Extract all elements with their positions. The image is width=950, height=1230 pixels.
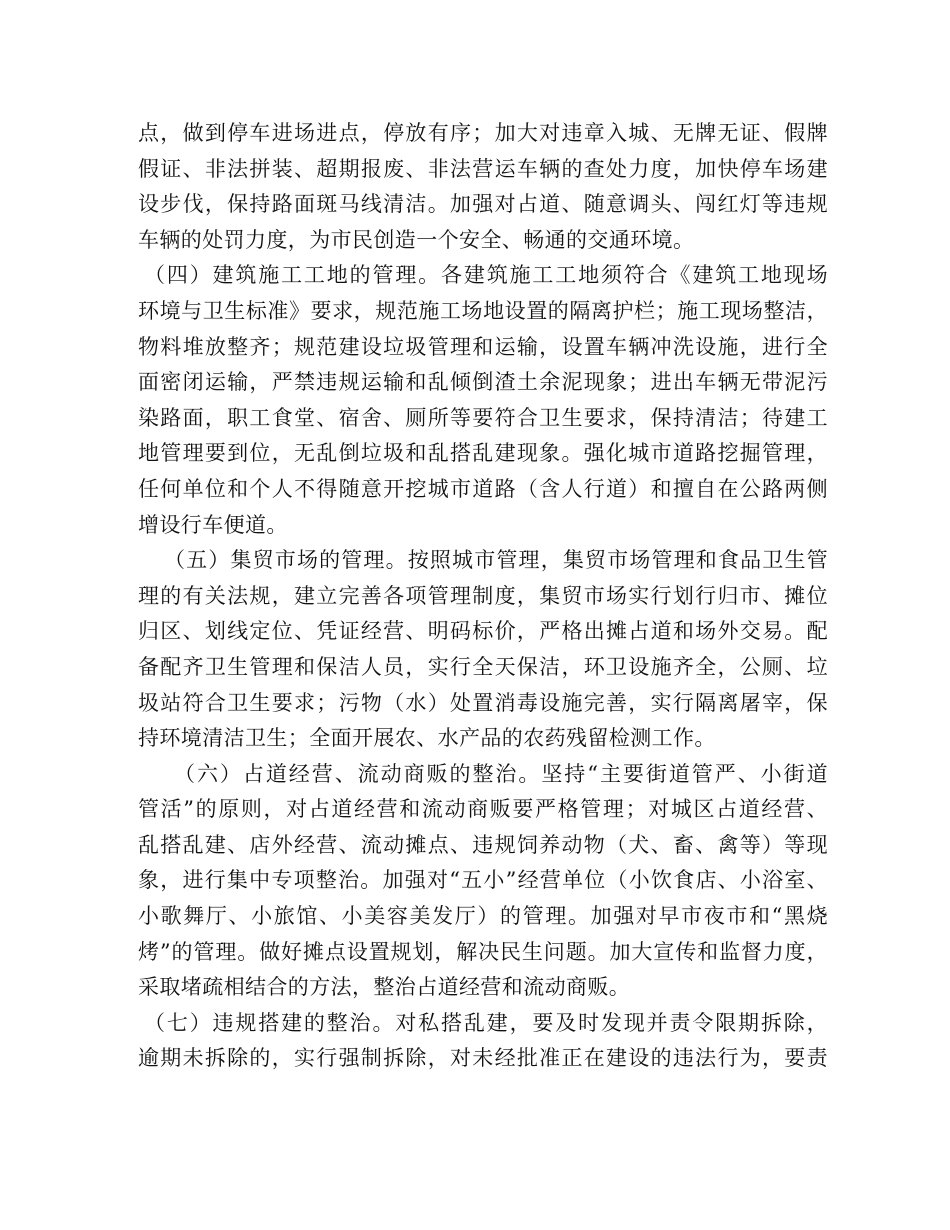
text-line: 逾期未拆除的，实行强制拆除，对未经批准正在建设的违法行为，要责: [138, 1046, 828, 1071]
text-line: 设步伐，保持路面斑马线清洁。加强对占道、随意调头、闯红灯等违规: [138, 192, 828, 217]
text-line: 管活”的原则，对占道经营和流动商贩要严格管理；对城区占道经营、: [138, 797, 828, 822]
text-line: 采取堵疏相结合的方法，整治占道经营和流动商贩。: [138, 975, 631, 1000]
text-line: 小歌舞厅、小旅馆、小美容美发厅）的管理。加强对早市夜市和“黑烧: [138, 904, 828, 929]
text-line: 环境与卫生标准》要求，规范施工场地设置的隔离护栏；施工现场整洁，: [138, 298, 828, 323]
text-line: 增设行车便道。: [138, 512, 288, 537]
text-line: 假证、非法拼装、超期报废、非法营运车辆的查处力度，加快停车场建: [138, 156, 828, 181]
paragraph-heading-7: （七）违规搭建的整治。对私搭乱建，要及时发现并责令限期拆除，: [144, 1010, 828, 1035]
text-line: 点，做到停车进场进点，停放有序；加大对违章入城、无牌无证、假牌: [138, 121, 828, 145]
text-line: 车辆的处罚力度，为市民创造一个安全、畅通的交通环境。: [138, 227, 695, 252]
text-line: 地管理要到位，无乱倒垃圾和乱搭乱建现象。强化城市道路挖掘管理，: [138, 441, 828, 466]
text-line: 备配齐卫生管理和保洁人员，实行全天保洁，环卫设施齐全，公厕、垃: [138, 654, 828, 679]
text-line: 物料堆放整齐；规范建设垃圾管理和运输，设置车辆冲洗设施，进行全: [138, 334, 828, 359]
text-line: 染路面，职工食堂、宿舍、厕所等要符合卫生要求，保持清洁；待建工: [138, 405, 828, 430]
text-line: 圾站符合卫生要求；污物（水）处置消毒设施完善，实行隔离屠宰，保: [138, 690, 828, 715]
body-text: [138, 116, 828, 1077]
paragraph-heading-5: （五）集贸市场的管理。按照城市管理，集贸市场管理和食品卫生管: [164, 548, 828, 573]
text-line: 象，进行集中专项整治。加强对“五小”经营单位（小饮食店、小浴室、: [138, 868, 828, 893]
text-line: 乱搭乱建、店外经营、流动摊点、违规饲养动物（犬、畜、禽等）等现: [138, 832, 828, 857]
text-line: 烤”的管理。做好摊点设置规划，解决民生问题。加大宣传和监督力度，: [138, 939, 828, 964]
paragraph-heading-6: （六）占道经营、流动商贩的整治。坚持“主要街道管严、小街道: [174, 761, 828, 786]
text-line: 面密闭运输，严禁违规运输和乱倾倒渣土余泥现象；进出车辆无带泥污: [138, 370, 828, 395]
paragraph-heading-4: （四）建筑施工工地的管理。各建筑施工工地须符合《建筑工地现场: [144, 263, 828, 288]
text-line: 任何单位和个人不得随意开挖城市道路（含人行道）和擅自在公路两侧: [138, 476, 828, 501]
text-line: 理的有关法规，建立完善各项管理制度，集贸市场实行划行归市、摊位: [138, 583, 828, 608]
text-line: 归区、划线定位、凭证经营、明码标价，严格出摊占道和场外交易。配: [138, 619, 828, 644]
text-line: 持环境清洁卫生；全面开展农、水产品的农药残留检测工作。: [138, 726, 716, 751]
